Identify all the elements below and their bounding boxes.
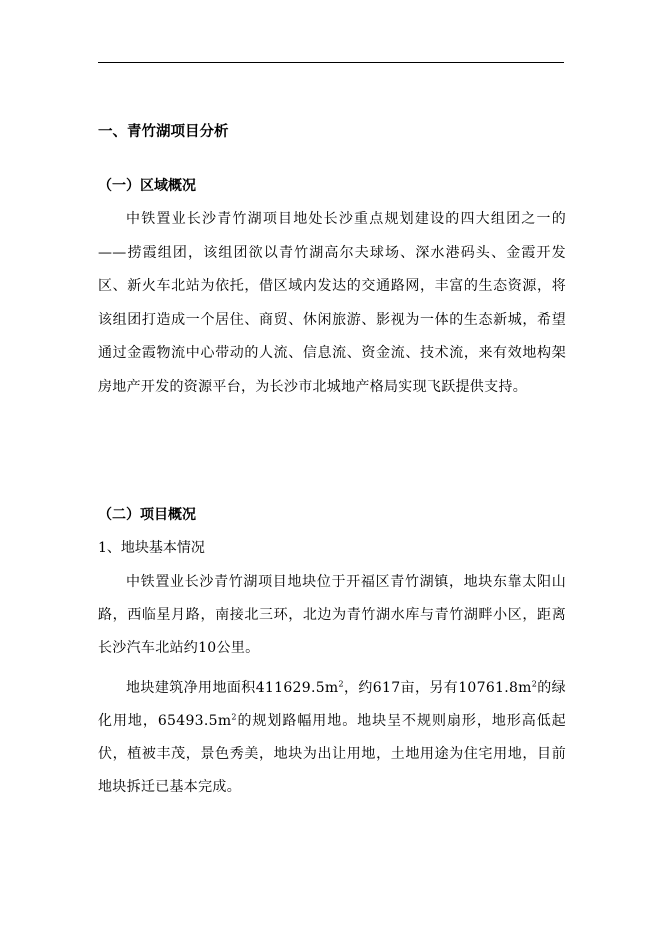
land-area-text-2: ，约617亩，另有10761.8m [343, 680, 532, 696]
superscript-2: 2 [338, 679, 344, 689]
land-area-text-1: 地块建筑净用地面积411629.5m [126, 680, 339, 696]
land-area-text-4: 的规划路幅用地。地块呈不规则扇形，地形高低起伏，植被丰茂，景色秀美，地块为出让用地，土地用途为住宅用地，目前地块拆迁已基本完成。 [98, 713, 566, 795]
paragraph-land-area [98, 672, 566, 804]
paragraph-region-overview: 中铁置业长沙青竹湖项目地处长沙重点规划建设的四大组团之一的——捞霞组团，该组团欲以青竹湖高尔夫球场、深水港码头、金霞开发区、新火车北站为依托，借区域内发达的交通路网，丰富的生态资源，将该组团打造成一个居住、商贸、休闲旅游、影视为一体的生态新城，希望通过金霞物流中心带动的人流、信息流、资金流、技术流，来有效地构架房地产开发的资源平台，为长沙市北城地产格局实现飞跃提供支持。 [98, 211, 566, 395]
heading-project-overview: （二）项目概况 [98, 507, 196, 523]
heading-land-basics: 1、地块基本情况 [98, 540, 205, 556]
land-area-text-3: 的绿化用地，65493.5m [98, 680, 566, 729]
heading-region-overview: （一）区域概况 [98, 178, 196, 194]
superscript-2: 2 [231, 712, 237, 722]
superscript-2: 2 [531, 679, 538, 689]
header-rule [98, 62, 564, 63]
paragraph-land-location: 中铁置业长沙青竹湖项目地块位于开福区青竹湖镇，地块东靠太阳山路，西临星月路，南接北三环，北边为青竹湖水库与青竹湖畔小区，距离长沙汽车北站约10公里。 [98, 574, 566, 656]
heading-project-analysis: 一、青竹湖项目分析 [98, 123, 229, 140]
